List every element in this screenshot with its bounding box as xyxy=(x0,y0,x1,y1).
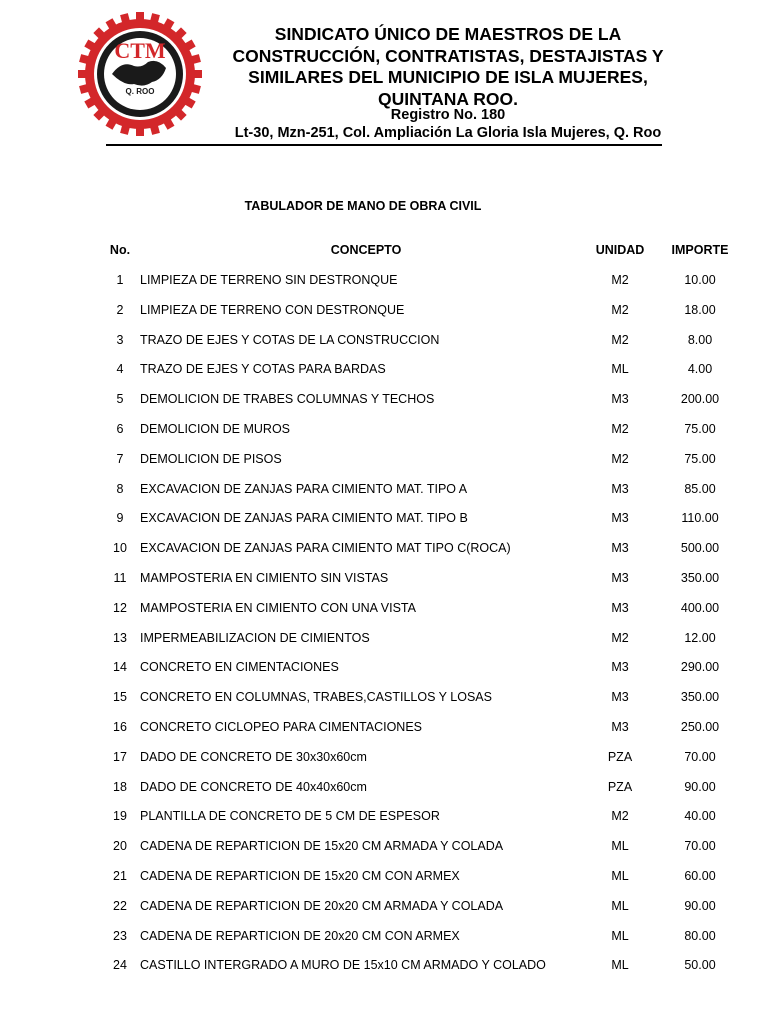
table-row xyxy=(0,683,768,713)
row-concepto: CADENA DE REPARTICION DE 20x20 CM ARMADA Y COLADA xyxy=(140,898,504,913)
row-number: 10 xyxy=(113,541,127,556)
row-unidad: M3 xyxy=(611,719,629,734)
row-unidad: ML xyxy=(611,928,629,943)
row-unidad: ML xyxy=(611,868,629,883)
row-importe: 50.00 xyxy=(684,958,716,973)
row-number: 1 xyxy=(116,273,124,287)
row-importe: 290.00 xyxy=(680,660,720,675)
table-row xyxy=(0,624,768,654)
row-importe: 90.00 xyxy=(684,779,716,794)
row-unidad: PZA xyxy=(607,749,633,764)
column-header-unidad: UNIDAD xyxy=(595,243,645,257)
table-row xyxy=(0,385,768,415)
row-concepto: MAMPOSTERIA EN CIMIENTO CON UNA VISTA xyxy=(140,600,416,615)
row-number: 13 xyxy=(113,630,127,645)
union-name-line: CONSTRUCCIÓN, CONTRATISTAS, DESTAJISTAS Y xyxy=(232,45,664,66)
table-row xyxy=(0,445,768,475)
row-importe: 75.00 xyxy=(684,421,716,436)
row-importe: 200.00 xyxy=(680,392,720,407)
row-concepto: CADENA DE REPARTICION DE 20x20 CM CON ARMEX xyxy=(140,928,460,943)
row-unidad: M2 xyxy=(611,332,629,347)
row-importe: 70.00 xyxy=(684,839,716,854)
row-concepto: LIMPIEZA DE TERRENO SIN DESTRONQUE xyxy=(140,273,398,287)
row-concepto: TRAZO DE EJES Y COTAS DE LA CONSTRUCCION xyxy=(140,332,440,347)
row-importe: 350.00 xyxy=(680,570,720,585)
row-unidad: ML xyxy=(611,362,629,377)
table-row xyxy=(0,415,768,445)
row-importe: 12.00 xyxy=(684,630,716,645)
row-concepto: CADENA DE REPARTICION DE 15x20 CM CON ARMEX xyxy=(140,868,460,883)
row-unidad: M3 xyxy=(611,600,629,615)
row-concepto: CADENA DE REPARTICION DE 15x20 CM ARMADA Y COLADA xyxy=(140,839,504,854)
row-concepto: DADO DE CONCRETO DE 30x30x60cm xyxy=(140,749,367,764)
row-number: 7 xyxy=(116,451,124,466)
row-unidad: M2 xyxy=(611,809,629,824)
table-row xyxy=(0,773,768,803)
table-row xyxy=(0,653,768,683)
row-number: 16 xyxy=(113,719,127,734)
row-number: 19 xyxy=(113,809,127,824)
registration-number: Registro No. 180 xyxy=(390,107,506,123)
table-row xyxy=(0,743,768,773)
table-row xyxy=(0,296,768,326)
column-header-concepto: CONCEPTO xyxy=(330,243,402,257)
row-concepto: LIMPIEZA DE TERRENO CON DESTRONQUE xyxy=(140,302,405,317)
row-concepto: MAMPOSTERIA EN CIMIENTO SIN VISTAS xyxy=(140,570,389,585)
row-concepto: DEMOLICION DE MUROS xyxy=(140,421,291,436)
row-number: 24 xyxy=(113,958,127,973)
row-unidad: M2 xyxy=(611,273,629,287)
row-number: 21 xyxy=(113,868,127,883)
row-concepto: CASTILLO INTERGRADO A MURO DE 15x10 CM ARMADO Y COLADO xyxy=(140,958,546,973)
row-unidad: ML xyxy=(611,898,629,913)
row-importe: 70.00 xyxy=(684,749,716,764)
row-importe: 85.00 xyxy=(684,481,716,496)
row-unidad: M2 xyxy=(611,451,629,466)
row-unidad: M2 xyxy=(611,302,629,317)
table-row xyxy=(0,922,768,952)
header-divider xyxy=(106,144,662,146)
table-row xyxy=(0,862,768,892)
row-importe: 4.00 xyxy=(687,362,713,377)
table-row xyxy=(0,892,768,922)
row-number: 4 xyxy=(116,362,124,377)
row-concepto: CONCRETO EN COLUMNAS, TRABES,CASTILLOS Y LOSAS xyxy=(140,690,492,705)
table-row xyxy=(0,832,768,862)
row-number: 6 xyxy=(116,421,124,436)
row-unidad: M3 xyxy=(611,392,629,407)
table-row xyxy=(0,564,768,594)
row-unidad: ML xyxy=(611,958,629,973)
row-concepto: IMPERMEABILIZACION DE CIMIENTOS xyxy=(140,630,370,645)
table-row xyxy=(0,951,768,981)
row-importe: 75.00 xyxy=(684,451,716,466)
row-importe: 500.00 xyxy=(680,541,720,556)
row-number: 15 xyxy=(113,690,127,705)
table-row xyxy=(0,326,768,356)
row-importe: 80.00 xyxy=(684,928,716,943)
row-concepto: EXCAVACION DE ZANJAS PARA CIMIENTO MAT. TIPO A xyxy=(140,481,468,496)
row-number: 3 xyxy=(116,332,124,347)
table-row xyxy=(0,802,768,832)
row-unidad: M2 xyxy=(611,630,629,645)
row-number: 5 xyxy=(116,392,124,407)
table-row xyxy=(0,594,768,624)
row-concepto: DEMOLICION DE TRABES COLUMNAS Y TECHOS xyxy=(140,392,435,407)
row-concepto: TRAZO DE EJES Y COTAS PARA BARDAS xyxy=(140,362,386,377)
row-concepto: CONCRETO CICLOPEO PARA CIMENTACIONES xyxy=(140,719,422,734)
table-row xyxy=(0,475,768,505)
row-importe: 60.00 xyxy=(684,868,716,883)
document-title: TABULADOR DE MANO DE OBRA CIVIL xyxy=(244,199,482,213)
row-unidad: PZA xyxy=(607,779,633,794)
row-number: 2 xyxy=(116,302,124,317)
union-name-line: QUINTANA ROO. xyxy=(378,88,518,109)
row-unidad: M3 xyxy=(611,481,629,496)
row-number: 20 xyxy=(113,839,127,854)
column-header-no: No. xyxy=(109,243,131,257)
row-number: 18 xyxy=(113,779,127,794)
row-unidad: ML xyxy=(611,839,629,854)
row-importe: 250.00 xyxy=(680,719,720,734)
row-unidad: M3 xyxy=(611,690,629,705)
row-concepto: EXCAVACION DE ZANJAS PARA CIMIENTO MAT TIPO C(ROCA) xyxy=(140,541,511,556)
row-importe: 8.00 xyxy=(687,332,713,347)
table-row xyxy=(0,713,768,743)
row-concepto: DEMOLICION DE PISOS xyxy=(140,451,282,466)
row-importe: 400.00 xyxy=(680,600,720,615)
row-number: 17 xyxy=(113,749,127,764)
row-unidad: M3 xyxy=(611,541,629,556)
row-number: 11 xyxy=(113,570,127,585)
row-number: 14 xyxy=(113,660,127,675)
row-importe: 10.00 xyxy=(684,273,716,287)
table-row xyxy=(0,534,768,564)
table-row xyxy=(0,266,768,296)
row-unidad: M2 xyxy=(611,421,629,436)
row-number: 23 xyxy=(113,928,127,943)
row-importe: 18.00 xyxy=(684,302,716,317)
address: Lt-30, Mzn-251, Col. Ampliación La Gloria Isla Mujeres, Q. Roo xyxy=(234,125,662,141)
row-unidad: M3 xyxy=(611,570,629,585)
table-row xyxy=(0,355,768,385)
row-importe: 40.00 xyxy=(684,809,716,824)
row-number: 8 xyxy=(116,481,124,496)
row-concepto: DADO DE CONCRETO DE 40x40x60cm xyxy=(140,779,367,794)
row-unidad: M3 xyxy=(611,511,629,526)
row-concepto: EXCAVACION DE ZANJAS PARA CIMIENTO MAT. TIPO B xyxy=(140,511,468,526)
union-name xyxy=(212,24,684,110)
row-importe: 350.00 xyxy=(680,690,720,705)
row-importe: 110.00 xyxy=(681,511,719,526)
row-concepto: PLANTILLA DE CONCRETO DE 5 CM DE ESPESOR xyxy=(140,809,440,824)
row-importe: 90.00 xyxy=(684,898,716,913)
logo-text: CTM xyxy=(114,38,166,63)
row-number: 12 xyxy=(113,600,127,615)
ctm-logo xyxy=(78,12,202,136)
union-name-line: SIMILARES DEL MUNICIPIO DE ISLA MUJERES, xyxy=(248,67,648,87)
table-row xyxy=(0,504,768,534)
column-header-importe: IMPORTE xyxy=(671,243,729,257)
union-name-line: SINDICATO ÚNICO DE MAESTROS DE LA xyxy=(274,24,622,44)
row-number: 22 xyxy=(113,898,127,913)
tabulator-table xyxy=(0,266,768,981)
row-unidad: M3 xyxy=(611,660,629,675)
row-number: 9 xyxy=(116,511,124,526)
logo-subtext: Q. ROO xyxy=(125,87,155,96)
row-concepto: CONCRETO EN CIMENTACIONES xyxy=(140,660,339,675)
